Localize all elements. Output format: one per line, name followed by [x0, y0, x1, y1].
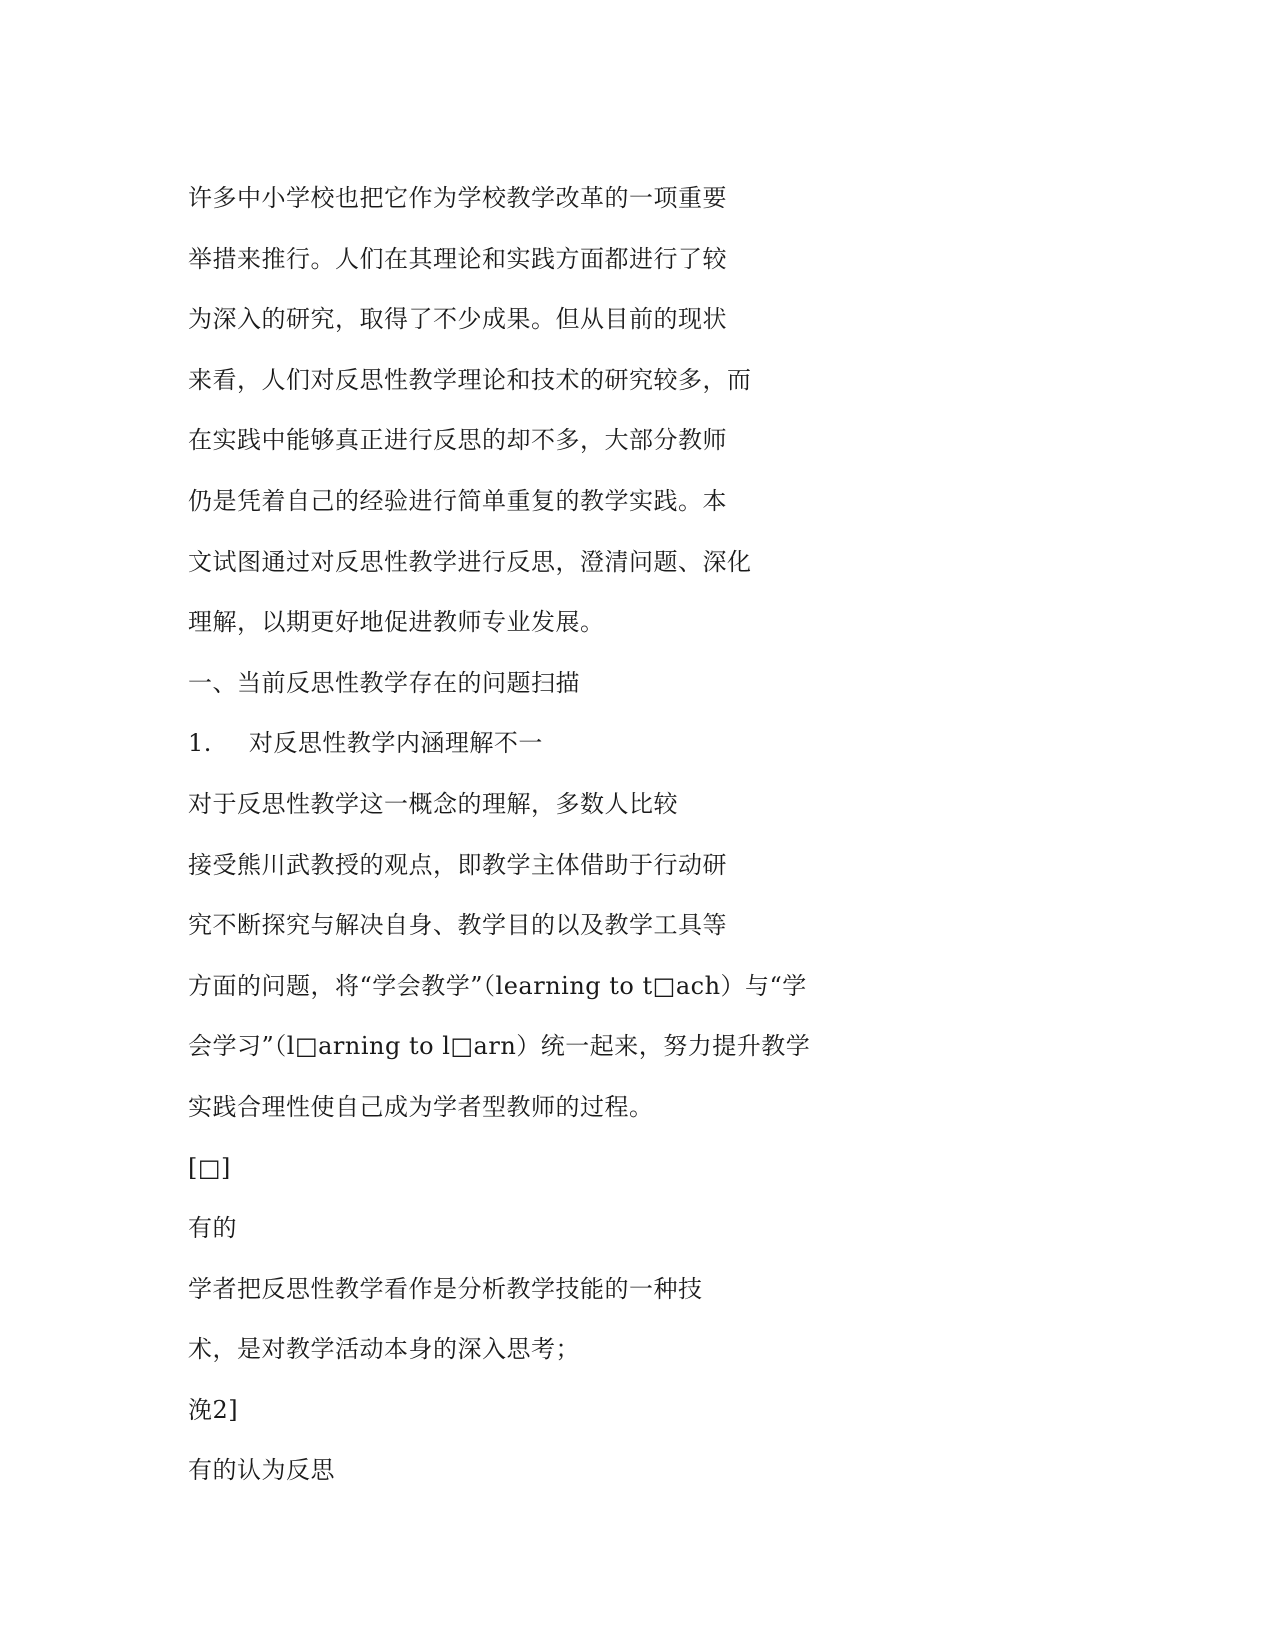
text-line: 为深入的研究，取得了不少成果。但从目前的现状	[188, 305, 727, 334]
text-line: 接受熊川武教授的观点，即教学主体借助于行动研	[188, 850, 727, 879]
text-line: 术，是对教学活动本身的深入思考；	[188, 1335, 580, 1364]
text-line: 有的认为反思	[188, 1456, 335, 1485]
section-heading: 一、当前反思性教学存在的问题扫描	[188, 668, 580, 697]
text-line: 会学习”（l□arning to l□arn）统一起来，努力提升教学	[188, 1032, 811, 1061]
text-line: 许多中小学校也把它作为学校教学改革的一项重要	[188, 184, 727, 212]
text-line: 文试图通过对反思性教学进行反思，澄清问题、深化	[188, 547, 752, 576]
text-line: 方面的问题，将“学会教学”（learning to t□ach）与“学	[188, 971, 807, 1000]
text-line: 仍是凭着自己的经验进行简单重复的教学实践。本	[188, 486, 727, 515]
citation-marker: [□]	[188, 1153, 231, 1182]
text-line: 理解，以期更好地促进教师专业发展。	[188, 608, 605, 637]
subsection-heading: 1. 对反思性教学内涵理解不一	[188, 729, 543, 758]
text-line: 有的	[188, 1214, 237, 1243]
citation-marker: 浼2]	[188, 1395, 239, 1424]
text-line: 来看，人们对反思性教学理论和技术的研究较多，而	[188, 365, 752, 394]
text-line: 学者把反思性教学看作是分析教学技能的一种技	[188, 1274, 703, 1303]
text-line: 实践合理性使自己成为学者型教师的过程。	[188, 1092, 654, 1121]
body-text	[188, 168, 811, 1501]
text-line: 在实践中能够真正进行反思的却不多，大部分教师	[188, 426, 727, 455]
text-line: 对于反思性教学这一概念的理解，多数人比较	[188, 789, 678, 818]
text-line: 举措来推行。人们在其理论和实践方面都进行了较	[188, 244, 727, 273]
text-line: 究不断探究与解决自身、教学目的以及教学工具等	[188, 911, 727, 940]
